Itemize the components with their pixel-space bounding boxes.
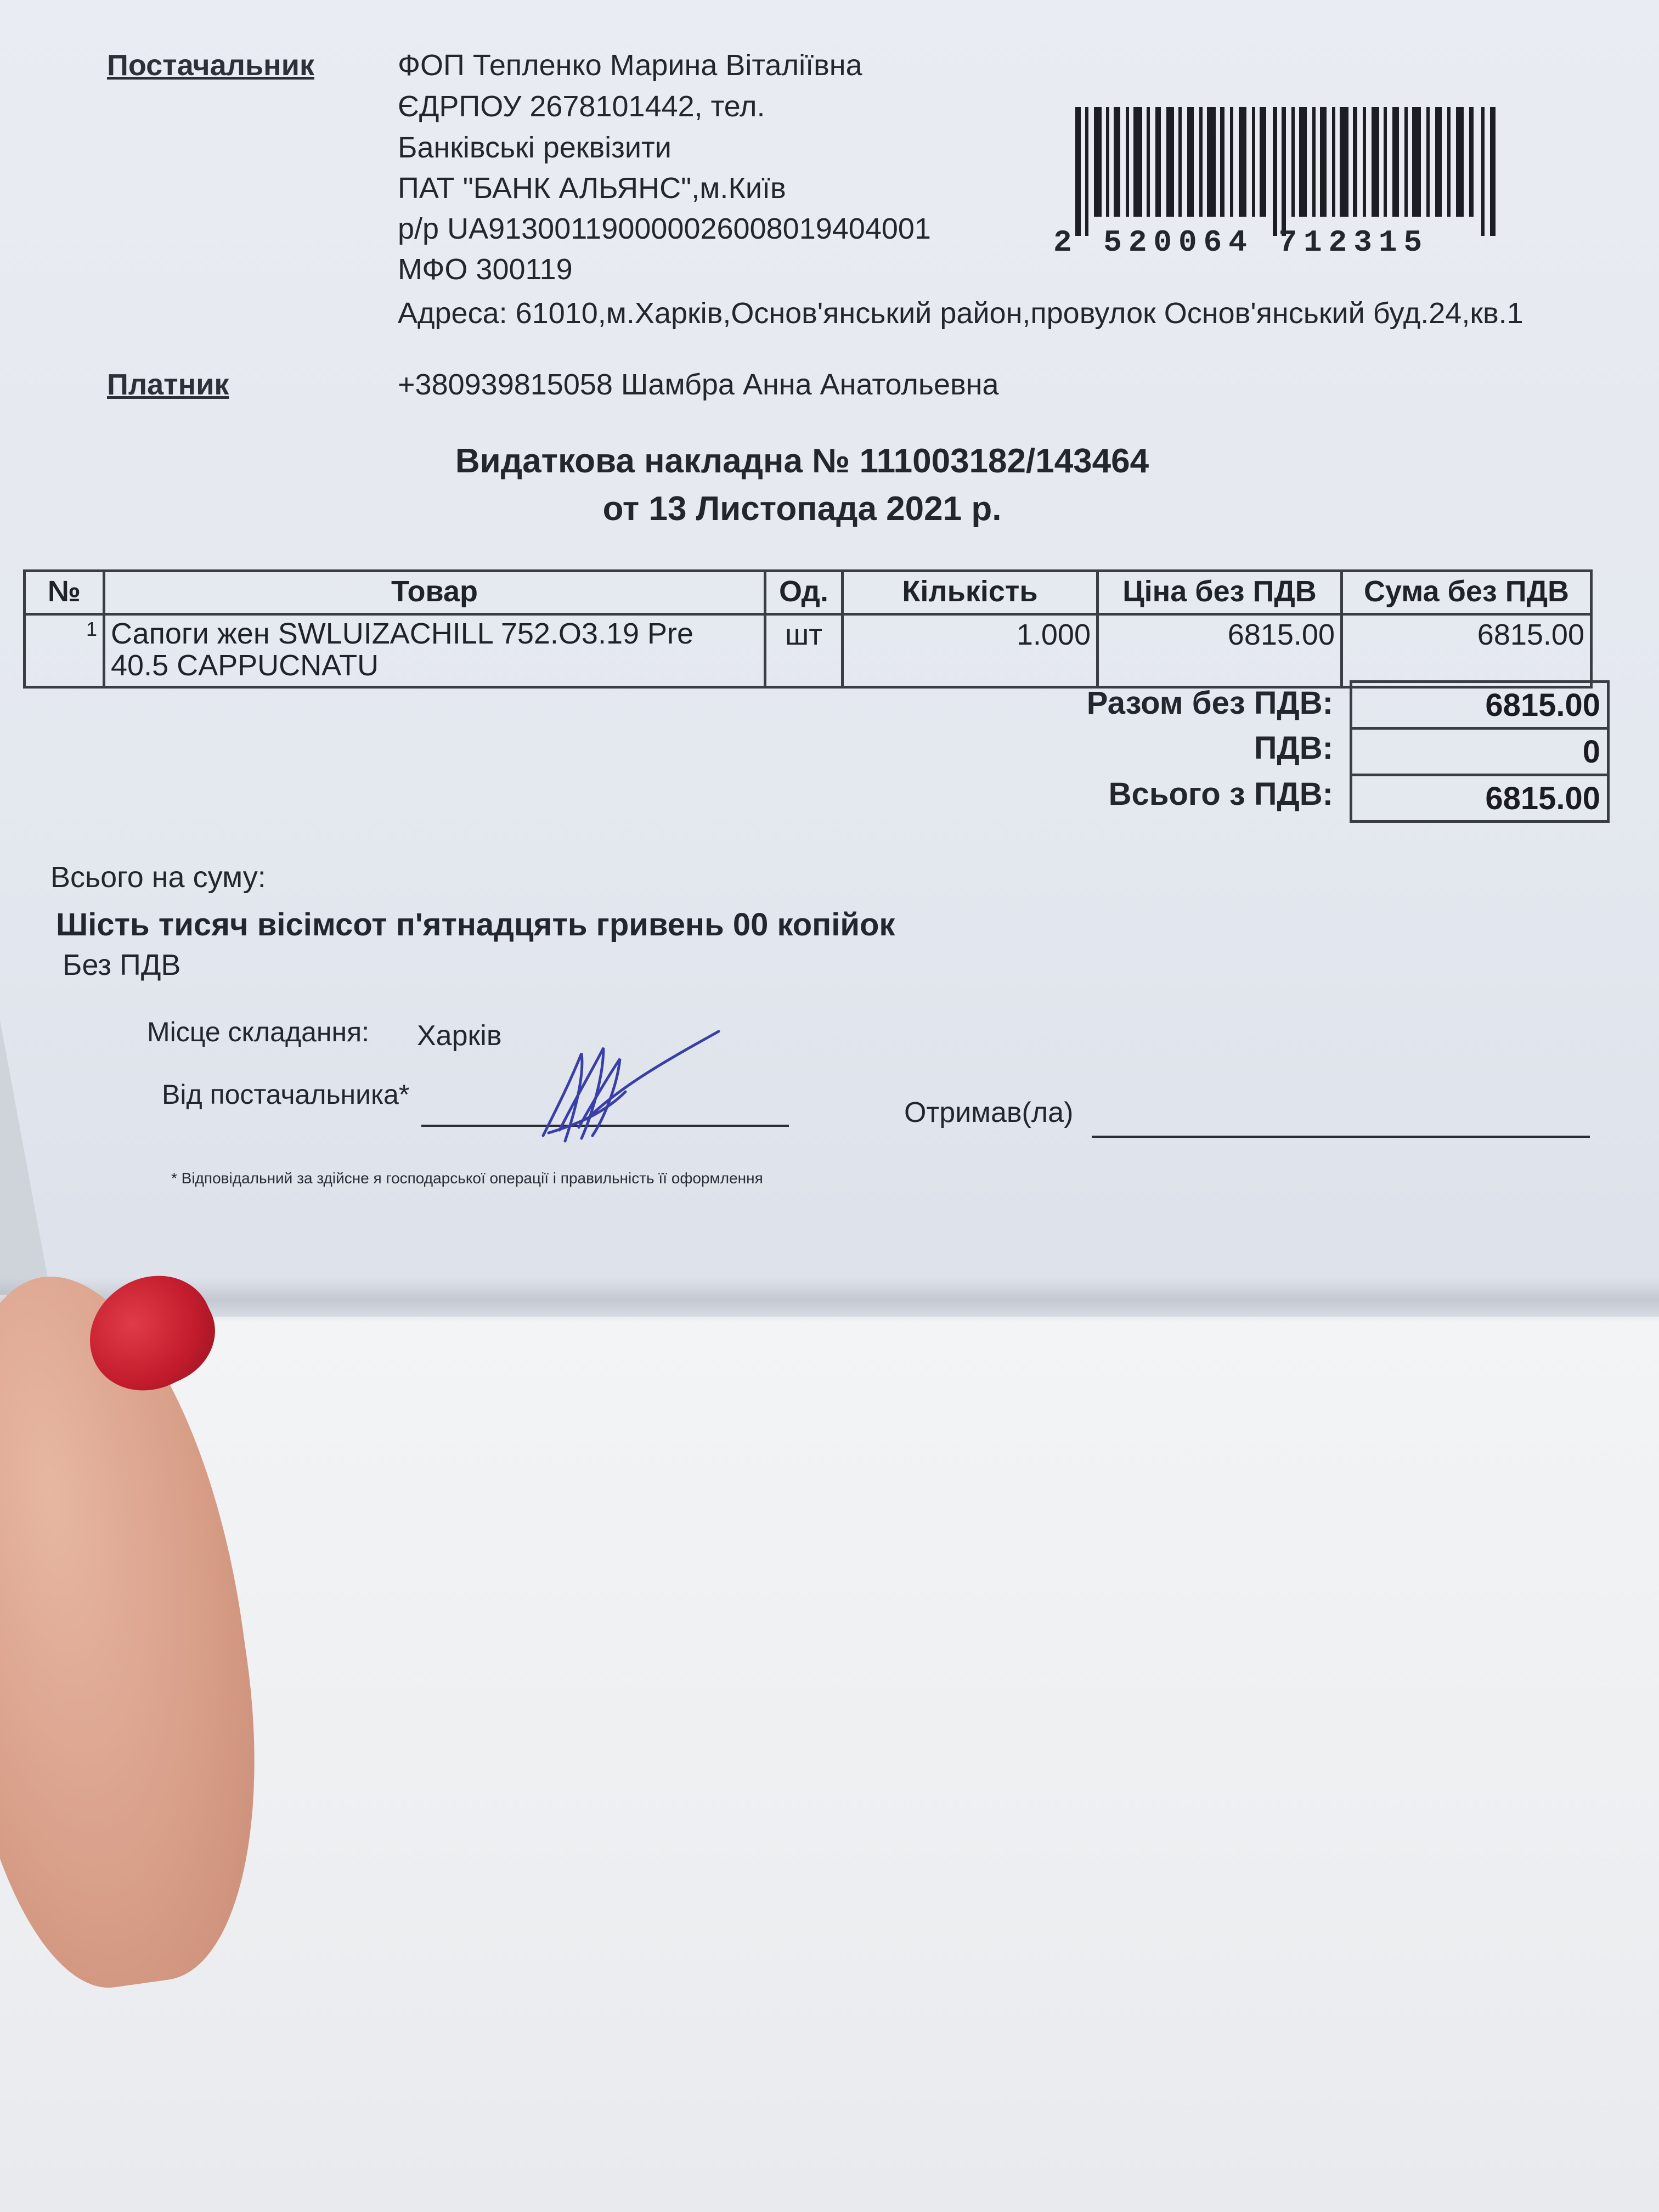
- barcode-digits: 2 520064 712315: [1053, 225, 1429, 260]
- supplier-name: ФОП Тепленко Марина Віталіївна: [398, 49, 862, 82]
- row-sum: 6815.00: [1342, 614, 1592, 687]
- total-gross-label: Всього з ПДВ:: [1108, 776, 1333, 812]
- row-item: Сапоги жен SWLUIZACHILL 752.O3.19 Pre 40.5 CAPPUCNATU: [104, 614, 765, 687]
- total-gross-value: 6815.00: [1351, 775, 1609, 822]
- payer-value: +380939815058 Шамбра Анна Анатольевна: [398, 368, 999, 401]
- col-header-number: №: [25, 571, 104, 614]
- supplier-address: Адреса: 61010,м.Харків,Основ'янський район,провулок Основ'янський буд.24,кв.1: [398, 297, 1523, 330]
- supplier-account: р/р UA913001190000026008019404001: [398, 212, 931, 245]
- supplier-bank: ПАТ "БАНК АЛЬЯНС",м.Київ: [398, 172, 786, 205]
- row-number: 1: [25, 614, 104, 687]
- items-table: [23, 569, 1593, 689]
- footnote: * Відповідальний за здійсне я господарської операції і правильність її оформлення: [171, 1170, 763, 1187]
- supplier-mfo: МФО 300119: [398, 253, 573, 286]
- col-header-price: Ціна без ПДВ: [1098, 571, 1342, 614]
- total-vat-label: ПДВ:: [1254, 730, 1333, 766]
- receiver-signature-label: Отримав(ла): [904, 1097, 1074, 1128]
- table-row: [25, 614, 1592, 687]
- totals-table: [1350, 680, 1610, 823]
- document-date: от 13 Листопада 2021 р.: [602, 490, 1002, 528]
- total-vat-value: 0: [1351, 729, 1609, 775]
- place-label: Місце складання:: [147, 1017, 370, 1047]
- table-header-row: [25, 571, 1592, 614]
- supplier-label: Постачальник: [107, 49, 314, 82]
- handwritten-signature: [527, 1020, 735, 1152]
- amount-vat-note: Без ПДВ: [63, 949, 181, 981]
- payer-label: Платник: [107, 368, 229, 401]
- total-net-label: Разом без ПДВ:: [1086, 685, 1333, 721]
- supplier-signature-label: Від постачальника*: [162, 1079, 410, 1110]
- document-title: Видаткова накладна № 111003182/143464: [455, 442, 1149, 480]
- col-header-sum: Сума без ПДВ: [1342, 571, 1592, 614]
- supplier-edrpou: ЄДРПОУ 2678101442, тел.: [398, 90, 765, 123]
- barcode: [1075, 107, 1514, 236]
- total-net-value: 6815.00: [1351, 682, 1609, 729]
- col-header-unit: Од.: [765, 571, 843, 614]
- row-quantity: 1.000: [843, 614, 1098, 687]
- row-unit: шт: [765, 614, 843, 687]
- amount-words: Шість тисяч вісімсот п'ятнадцять гривень 00 копійок: [56, 907, 895, 943]
- col-header-item: Товар: [104, 571, 765, 614]
- supplier-bank-heading: Банківські реквізити: [398, 131, 672, 164]
- row-price: 6815.00: [1098, 614, 1342, 687]
- col-header-quantity: Кількість: [843, 571, 1098, 614]
- receiver-signature-line: [1092, 1136, 1590, 1138]
- fold-shadow: [0, 1278, 1659, 1322]
- place-value: Харків: [417, 1020, 502, 1052]
- amount-label: Всього на суму:: [50, 861, 266, 894]
